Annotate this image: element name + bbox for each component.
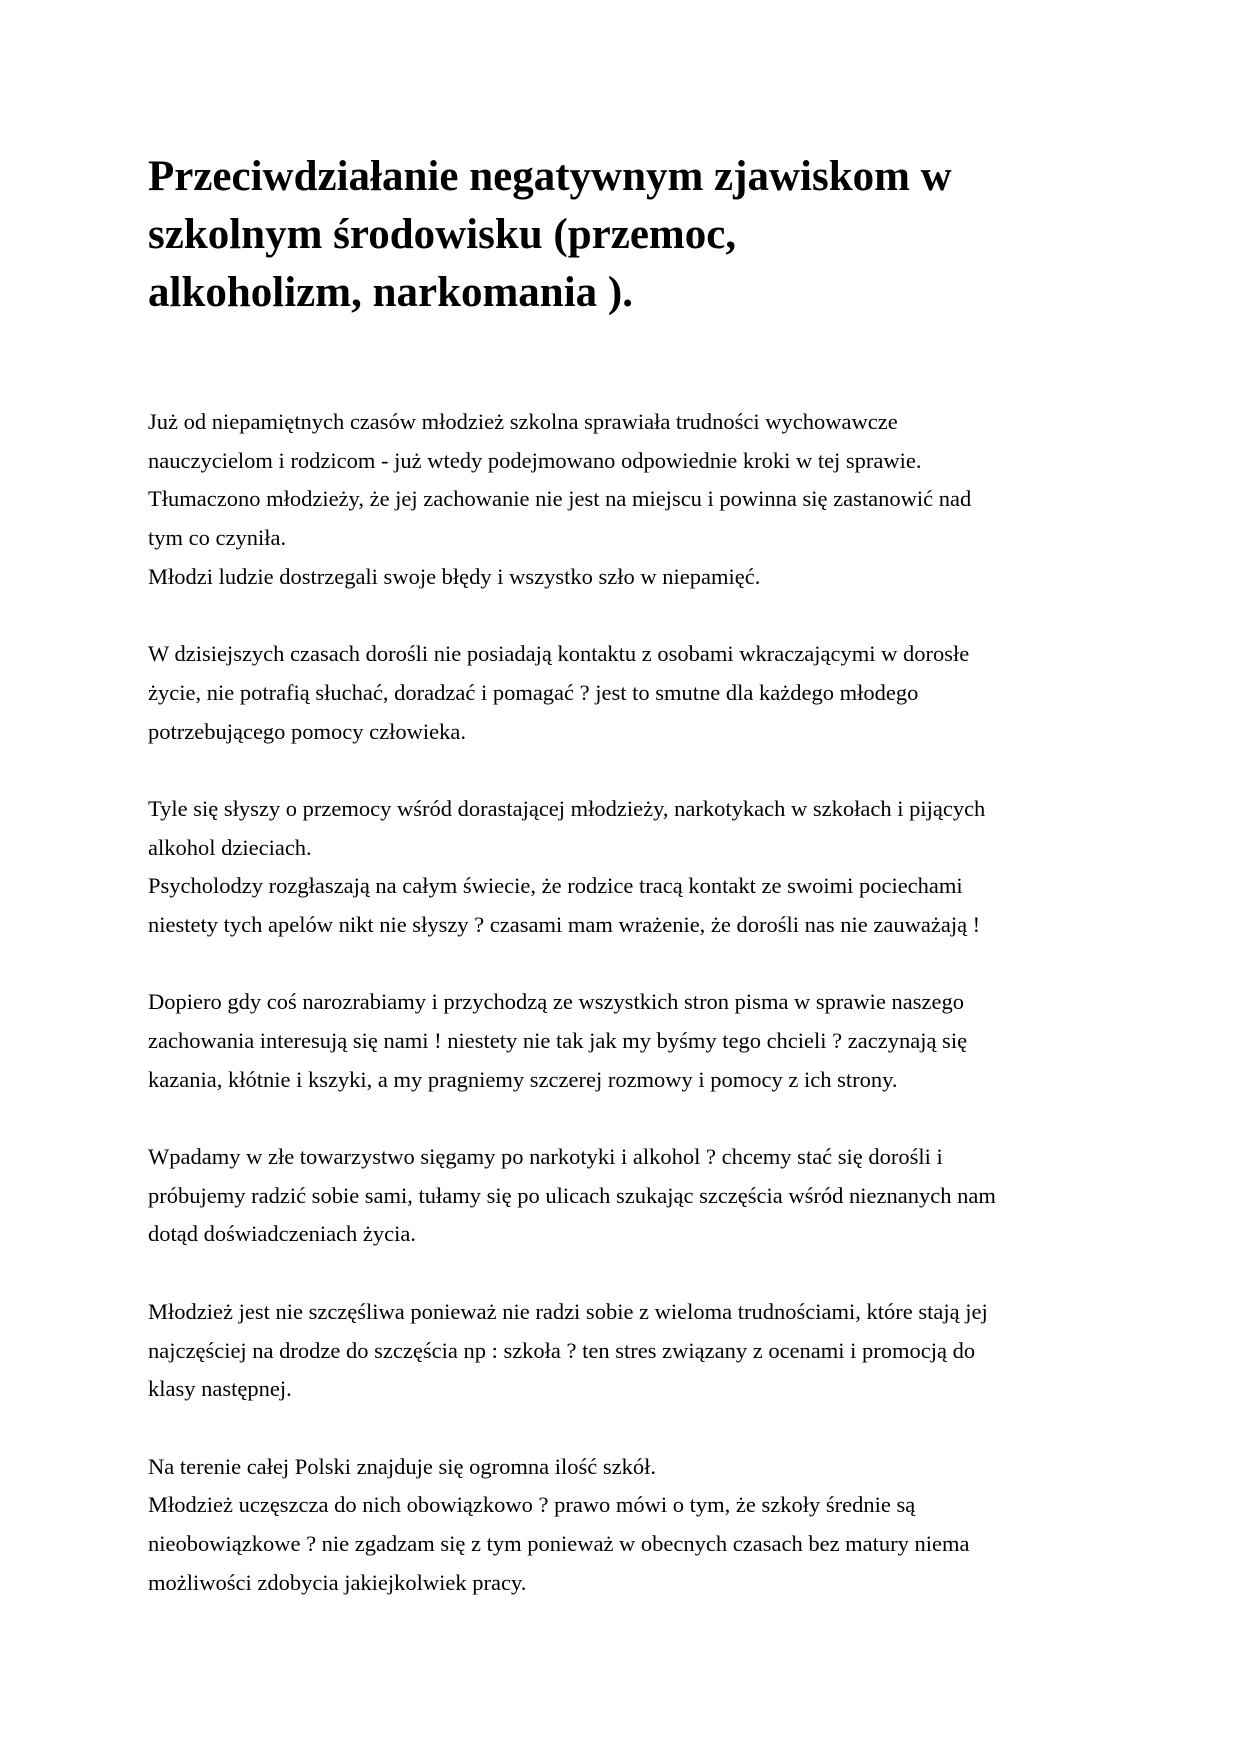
paragraph-gap [148, 1254, 1108, 1293]
title-line: Przeciwdziałanie negatywnym zjawiskom w [148, 153, 952, 200]
paragraph-gap [148, 1099, 1108, 1138]
text-line: tym co czyniła. [148, 525, 287, 551]
text-line: Tłumaczono młodzieży, że jej zachowanie nie jest na miejscu i powinna się zastanowić nad [148, 486, 972, 512]
text-line: alkohol dzieciach. [148, 834, 312, 860]
text-line: Młodzi ludzie dostrzegali swoje błędy i wszystko szło w niepamięć. [148, 563, 761, 589]
text-line: klasy następnej. [148, 1376, 292, 1402]
text-line: Na terenie całej Polski znajduje się ogromna ilość szkół. [148, 1453, 656, 1479]
paragraph [148, 1293, 1108, 1409]
paragraph-gap [148, 596, 1108, 635]
text-line: Dopiero gdy coś narozrabiamy i przychodzą ze wszystkich stron pisma w sprawie naszego [148, 989, 964, 1015]
title-line: alkoholizm, narkomania ). [148, 269, 633, 316]
text-line: W dzisiejszych czasach dorośli nie posiadają kontaktu z osobami wkraczającymi w dorosłe [148, 641, 970, 667]
text-line: dotąd doświadczeniach życia. [148, 1221, 417, 1247]
paragraph [148, 1138, 1108, 1254]
text-line: kazania, kłótnie i kszyki, a my pragniemy szczerej rozmowy i pomocy z ich strony. [148, 1066, 898, 1092]
title-line: szkolnym środowisku (przemoc, [148, 211, 737, 258]
paragraph [148, 790, 1108, 945]
paragraph-gap [148, 751, 1108, 790]
text-line: życie, nie potrafią słuchać, doradzać i pomagać ? jest to smutne dla każdego młodego [148, 679, 919, 705]
text-line: niestety tych apelów nikt nie słyszy ? czasami mam wrażenie, że dorośli nas nie zauważają ! [148, 911, 981, 937]
paragraph [148, 403, 1108, 596]
text-line: zachowania interesują się nami ! niestety nie tak jak my byśmy tego chcieli ? zaczynają się [148, 1028, 968, 1053]
text-line: próbujemy radzić sobie sami, tułamy się po ulicach szukając szczęścia wśród nieznanych nam [148, 1182, 996, 1208]
text-line: nauczycielom i rodzicom - już wtedy podejmowano odpowiednie kroki w tej sprawie. [148, 447, 922, 473]
paragraph [148, 983, 1108, 1099]
text-line: Już od niepamiętnych czasów młodzież szkolna sprawiała trudności wychowawcze [148, 409, 898, 434]
text-line: Młodzież uczęszcza do nich obowiązkowo ? prawo mówi o tym, że szkoły średnie są [148, 1492, 916, 1518]
text-line: Wpadamy w złe towarzystwo sięgamy po narkotyki i alkohol ? chcemy stać się dorośli i [148, 1144, 943, 1170]
text-line: potrzebującego pomocy człowieka. [148, 718, 466, 744]
text-line: możliwości zdobycia jakiejkolwiek pracy. [148, 1569, 527, 1595]
paragraph-gap [148, 1409, 1108, 1448]
text-line: Psycholodzy rozgłaszają na całym świecie, że rodzice tracą kontakt ze swoimi pociechami [148, 873, 963, 899]
text-line: Młodzież jest nie szczęśliwa ponieważ nie radzi sobie z wieloma trudnościami, które stają jej [148, 1298, 988, 1324]
text-line: Tyle się słyszy o przemocy wśród dorastającej młodzieży, narkotykach w szkołach i pijących [148, 795, 986, 821]
document-body [148, 403, 1108, 1602]
paragraph [148, 1448, 1108, 1603]
text-line: nieobowiązkowe ? nie zgadzam się z tym ponieważ w obecnych czasach bez matury niema [148, 1530, 970, 1556]
text-line: najczęściej na drodze do szczęścia np : szkoła ? ten stres związany z ocenami i promocją do [148, 1337, 976, 1363]
paragraph [148, 635, 1108, 751]
paragraph-gap [148, 945, 1108, 984]
document-title [148, 148, 1153, 322]
